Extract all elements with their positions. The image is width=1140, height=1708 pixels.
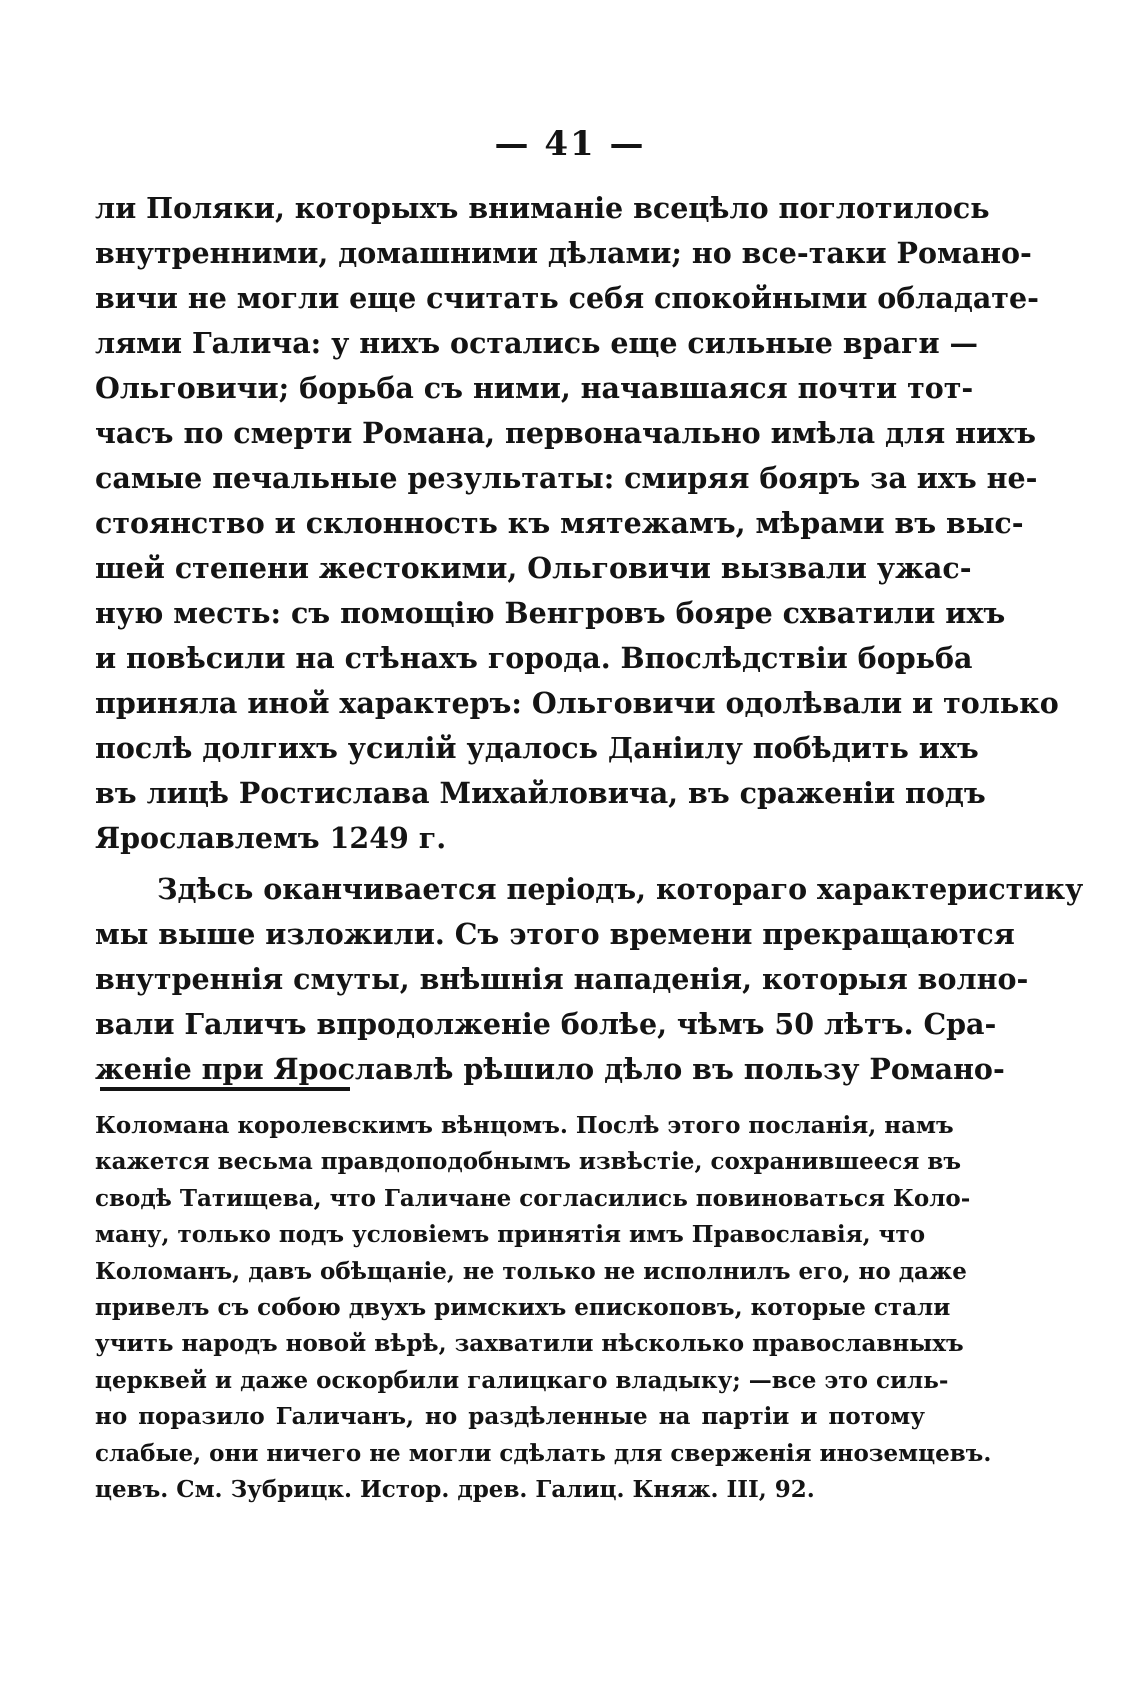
text-line: часъ по смерти Романа, первоначально имѣла для нихъ <box>95 416 1036 450</box>
text-line: мы выше изложили. Съ этого времени прекращаются <box>95 917 1015 951</box>
footnote-divider <box>100 1087 350 1091</box>
footnote <box>95 1108 992 1508</box>
footnote-line: слабые, они ничего не могли сдѣлать для сверженія иноземцевъ. <box>95 1439 992 1467</box>
text-line: вали Галичъ впродолженіе болѣе, чѣмъ 50 лѣтъ. Сра- <box>95 1007 997 1041</box>
text-line: ную месть: съ помощію Венгровъ бояре схватили ихъ <box>95 596 1006 630</box>
footnote-line: Коломана королевскимъ вѣнцомъ. Послѣ этого посланія, намъ <box>95 1112 954 1139</box>
page-number: — 41 — <box>494 124 646 164</box>
footnote-line: сводѣ Татищева, что Галичане согласились повиноваться Коло- <box>95 1184 971 1212</box>
footnote-line: кажется весьма правдоподобнымъ извѣстіе, сохранившееся въ <box>95 1148 961 1176</box>
text-line: шей степени жестокими, Ольговичи вызвали ужас- <box>95 551 972 585</box>
text-line: внутренними, домашними дѣлами; но все-таки Романо- <box>95 236 1032 270</box>
text-line: стоянство и склонность къ мятежамъ, мѣрами въ выс- <box>95 506 1024 540</box>
footnote-line: Коломанъ, давъ обѣщаніе, не только не исполнилъ его, но даже <box>95 1257 967 1285</box>
text-line: ли Поляки, которыхъ вниманіе всецѣло поглотилось <box>95 191 990 225</box>
text-line: Здѣсь оканчивается періодъ, котораго характеристику <box>157 872 1084 906</box>
paragraph-1 <box>95 186 1059 861</box>
text-line: Ярославлемъ 1249 г. <box>95 821 447 855</box>
text-line: въ лицѣ Ростислава Михайловича, въ сраженіи подъ <box>95 776 986 810</box>
paragraph-2 <box>95 867 1084 1092</box>
text-line: послѣ долгихъ усилій удалось Даніилу побѣдить ихъ <box>95 731 979 765</box>
footnote-line: но поразило Галичанъ, но раздѣленные на партіи и потому <box>95 1403 925 1431</box>
footnote-line: цевъ. См. Зубрицк. Истор. древ. Галиц. Княж. III, 92. <box>95 1475 815 1503</box>
text-line: женіе при Ярославлѣ рѣшило дѣло въ пользу Романо- <box>95 1052 1005 1086</box>
text-line: лями Галича: у нихъ остались еще сильные враги — <box>95 326 979 360</box>
footnote-line: церквей и даже оскорбили галицкаго владыку; —все это силь- <box>95 1366 949 1394</box>
text-line: приняла иной характеръ: Ольговичи одолѣвали и только <box>95 686 1059 720</box>
text-line: и повѣсили на стѣнахъ города. Впослѣдствіи борьба <box>95 641 973 675</box>
footnote-line: привелъ съ собою двухъ римскихъ епископовъ, которые стали <box>95 1293 951 1321</box>
text-line: самые печальные результаты: смиряя бояръ за ихъ не- <box>95 461 1038 495</box>
text-line: внутреннія смуты, внѣшнія нападенія, которыя волно- <box>95 962 1029 996</box>
main-text <box>95 186 1084 1092</box>
text-line: Ольговичи; борьба съ ними, начавшаяся почти тот- <box>95 371 974 405</box>
footnote-line: ману, только подъ условіемъ принятія имъ Православія, что <box>95 1221 926 1249</box>
footnote-line: учить народъ новой вѣрѣ, захватили нѣсколько православныхъ <box>95 1330 964 1358</box>
text-line: вичи не могли еще считать себя спокойными обладате- <box>95 281 1039 315</box>
